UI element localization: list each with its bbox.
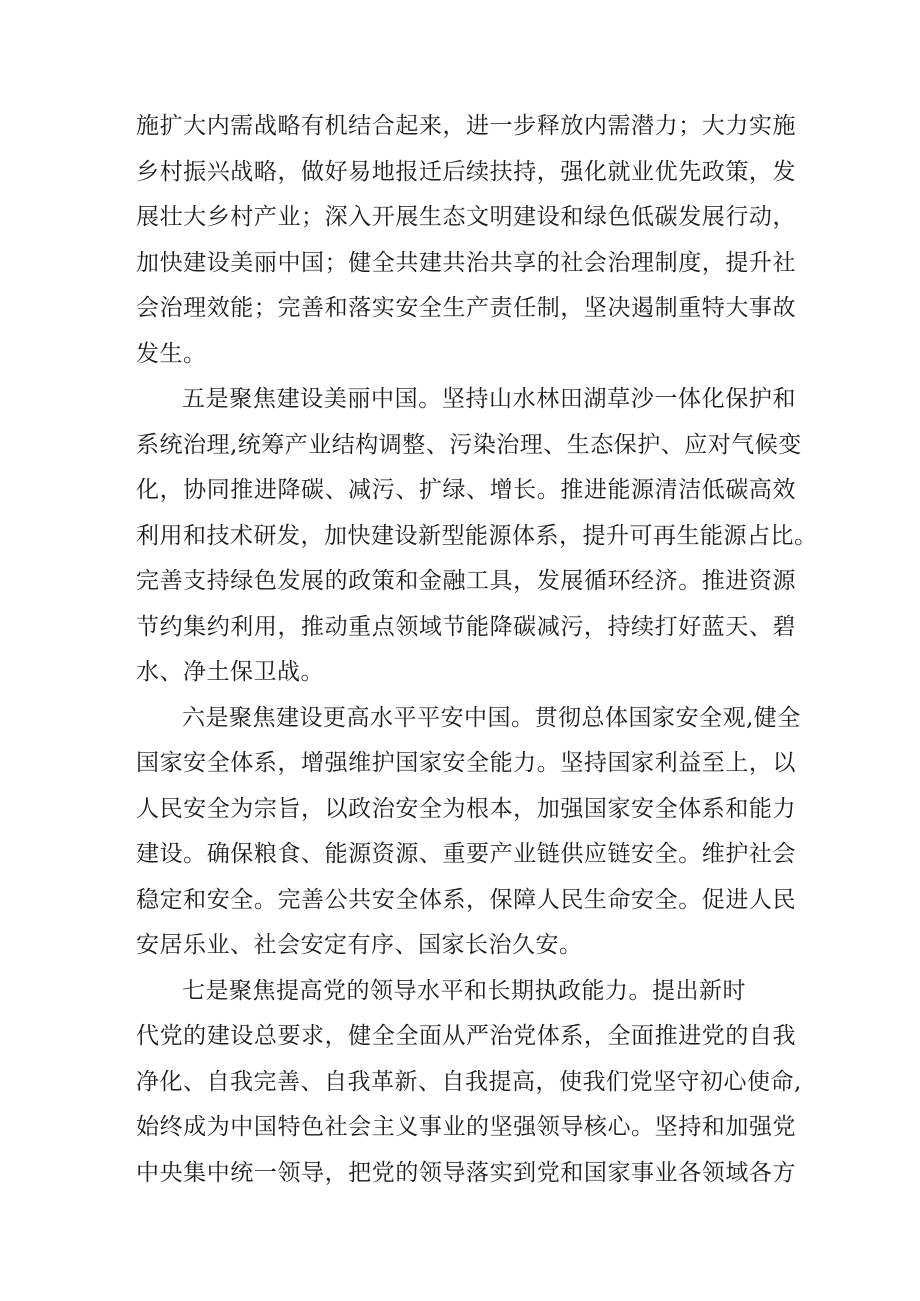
text-line: 施扩大内需战略有机结合起来，进一步释放内需潜力；大力实施 bbox=[136, 113, 796, 139]
paragraph-safe-china bbox=[136, 696, 801, 969]
paragraph-continuation bbox=[136, 104, 796, 377]
text-line: 水、净土保卫战。 bbox=[136, 659, 324, 685]
text-line: 始终成为中国特色社会主义事业的坚强领导核心。坚持和加强党 bbox=[136, 1114, 796, 1140]
text-line: 建设。确保粮食、能源资源、重要产业链供应链安全。维护社会 bbox=[136, 841, 796, 867]
text-line: 乡村振兴战略，做好易地报迁后续扶持，强化就业优先政策，发 bbox=[136, 158, 796, 185]
text-line: 国家安全体系，增强维护国家安全能力。坚持国家利益至上，以 bbox=[136, 750, 796, 776]
paragraph-beautiful-china bbox=[136, 377, 818, 696]
text-line: 六是聚焦建设更高水平平安中国。贯彻总体国家安全观,健全 bbox=[182, 704, 801, 731]
text-line: 中央集中统一领导，把党的领导落实到党和国家事业各领域各方 bbox=[136, 1159, 796, 1186]
text-line: 化，协同推进降碳、减污、扩绿、增长。推进能源清洁低碳高效 bbox=[136, 477, 796, 503]
text-line: 完善支持绿色发展的政策和金融工具，发展循环经济。推进资源 bbox=[136, 568, 796, 594]
text-line: 人民安全为宗旨，以政治安全为根本，加强国家安全体系和能力 bbox=[136, 795, 796, 822]
text-line: 利用和技术研发，加快建设新型能源体系，提升可再生能源占比。 bbox=[136, 522, 818, 549]
text-line: 安居乐业、社会安定有序、国家长治久安。 bbox=[136, 932, 583, 958]
text-line: 代党的建设总要求，健全全面从严治党体系，全面推进党的自我 bbox=[136, 1023, 796, 1049]
text-line: 节约集约利用，推动重点领域节能降碳减污，持续打好蓝天、碧 bbox=[136, 613, 796, 640]
text-line: 系统治理,统筹产业结构调整、污染治理、生态保护、应对气候变 bbox=[136, 431, 802, 458]
text-line: 净化、自我完善、自我革新、自我提高，使我们党坚守初心使命, bbox=[136, 1068, 802, 1095]
text-line: 五是聚焦建设美丽中国。坚持山水林田湖草沙一体化保护和 bbox=[182, 386, 796, 412]
text-line: 会治理效能；完善和落实安全生产责任制，坚决遏制重特大事故 bbox=[136, 295, 796, 321]
paragraph-party-leadership bbox=[136, 969, 802, 1197]
text-line: 七是聚焦提高党的领导水平和长期执政能力。提出新时 bbox=[182, 977, 746, 1004]
document-body bbox=[136, 104, 818, 1196]
text-line: 稳定和安全。完善公共安全体系，保障人民生命安全。促进人民 bbox=[136, 886, 796, 913]
text-line: 展壮大乡村产业；深入开展生态文明建设和绿色低碳发展行动， bbox=[136, 204, 796, 230]
text-line: 发生。 bbox=[136, 340, 207, 367]
text-line: 加快建设美丽中国；健全共建共治共享的社会治理制度，提升社 bbox=[136, 249, 796, 276]
